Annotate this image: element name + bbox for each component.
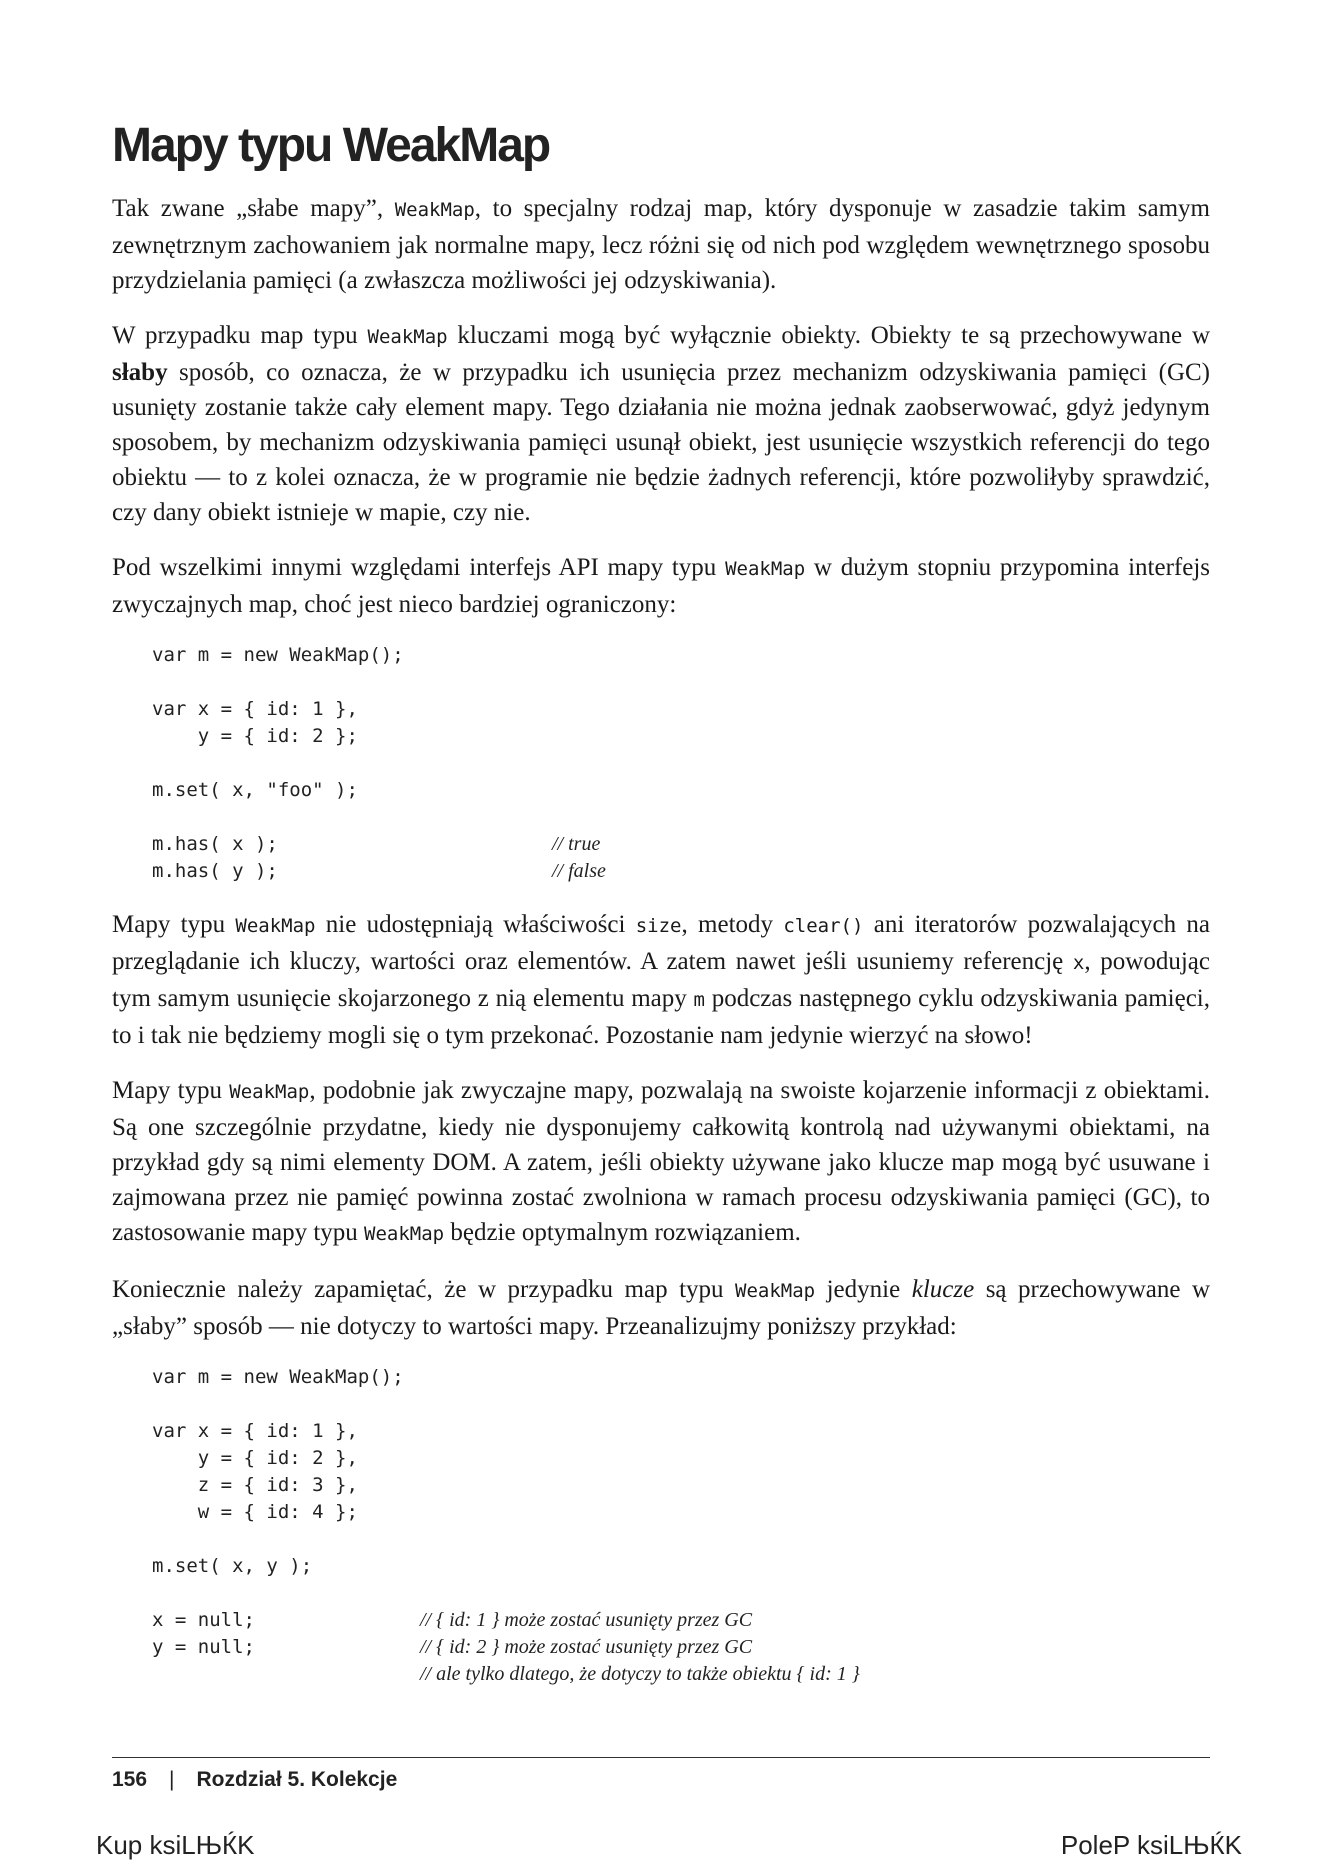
code-comment: // { id: 1 } może zostać usunięty przez GC (420, 1609, 753, 1631)
footer-separator: | (169, 1768, 175, 1791)
text: , powodując tym samym usunięcie skojarzonego z nią elementu mapy (112, 948, 1210, 1012)
footer-divider (112, 1757, 1210, 1758)
text: kluczami mogą być wyłącznie obiekty. Obiekty te są przechowywane w (447, 322, 1211, 349)
inline-code: size (635, 915, 682, 937)
section-title: Mapy typu WeakMap (112, 119, 550, 172)
code-line: y = { id: 2 }; (152, 725, 358, 747)
inline-code: WeakMap (235, 915, 316, 937)
text: W przypadku map typu (112, 322, 368, 349)
text: sposób, co oznacza, że w przypadku ich usunięcia przez mechanizm odzyskiwania pamięci (GC) usunięty zostanie także cały element mapy. Tego działania nie można jednak zaobserwować, gdyż jedynym sposobem, by mechanizm odzyskiwania pamięci usunął obiekt, jest usunięcie wszystkich referencji do tego obiektu — to z kolei oznacza, że w programie nie będzie żadnych referencji, które pozwoliłyby sprawdzić, czy dany obiekt istnieje w mapie, czy nie. (112, 359, 1210, 526)
page-content (112, 118, 1210, 1710)
code-line: z = { id: 3 }, (152, 1474, 358, 1496)
bold-text: słaby (112, 359, 168, 386)
text: Pod wszelkimi innymi względami interfejs API mapy typu (112, 554, 726, 581)
chapter-title: Rozdział 5. Kolekcje (196, 1768, 398, 1791)
inline-code: m (693, 989, 705, 1011)
code-comment: // false (552, 860, 606, 882)
text: są przechowywane w „słaby” sposób — nie dotyczy to wartości mapy. Przeanalizujmy poniższy przykład: (112, 1276, 1210, 1340)
code-line: x = null; (152, 1609, 255, 1631)
inline-code: WeakMap (229, 1081, 310, 1103)
text: Tak zwane „słabe mapy”, (112, 195, 395, 222)
inline-code: x (1072, 952, 1085, 974)
code-line: var m = new WeakMap(); (152, 644, 404, 666)
code-comment: // true (552, 833, 601, 855)
inline-code: WeakMap (367, 326, 448, 348)
paragraph-3 (112, 550, 1210, 622)
text: jedynie (815, 1276, 912, 1303)
paragraph-5 (112, 1073, 1210, 1252)
text: Mapy typu (112, 1077, 230, 1104)
inline-code: WeakMap (394, 199, 475, 221)
buy-book-link[interactable]: Kup ksiLЊЌK (96, 1830, 255, 1860)
code-line: var x = { id: 1 }, (152, 698, 358, 720)
text: będzie optymalnym rozwiązaniem. (444, 1219, 801, 1246)
text: , metody (681, 911, 784, 938)
code-line: m.has( x ); (152, 833, 278, 855)
paragraph-2 (112, 318, 1210, 530)
inline-code: WeakMap (364, 1223, 445, 1245)
text: , to specjalny rodzaj map, który dysponuje w zasadzie takim samym zewnętrznym zachowaniem jak normalne mapy, lecz różni się od nich pod względem wewnętrznego sposobu przydzielania pamięci (a zwłaszcza możliwości jej odzyskiwania). (112, 195, 1210, 294)
paragraph-4 (112, 907, 1210, 1053)
text: podczas następnego cyklu odzyskiwania pamięci, to i tak nie będziemy mogli się o tym przekonać. Pozostanie nam jedynie wierzyć na słowo! (112, 985, 1210, 1049)
code-line: m.set( x, y ); (152, 1555, 313, 1577)
inline-code: WeakMap (725, 558, 806, 580)
text: Koniecznie należy zapamiętać, że w przypadku map typu (112, 1276, 736, 1303)
text: nie udostępniają właściwości (315, 911, 636, 938)
recommend-book-link[interactable]: PoleP ksiLЊЌK (1060, 1830, 1242, 1860)
code-block-2 (152, 1364, 1210, 1688)
code-comment: // { id: 2 } może zostać usunięty przez GC (420, 1636, 753, 1658)
page-number: 156 (112, 1768, 148, 1791)
code-line: m.set( x, "foo" ); (152, 779, 358, 801)
code-line: var x = { id: 1 }, (152, 1420, 358, 1442)
paragraph-1 (112, 191, 1210, 298)
text: ani iteratorów pozwalających na przeglądanie ich kluczy, wartości oraz elementów. A zatem nawet jeśli usuniemy referencję (112, 911, 1210, 975)
inline-code: WeakMap (735, 1280, 816, 1302)
code-comment: // ale tylko dlatego, że dotyczy to także obiektu { id: 1 } (420, 1663, 860, 1685)
code-block-1 (152, 642, 1210, 885)
italic-text: klucze (911, 1276, 975, 1303)
page-footer (112, 1768, 397, 1792)
inline-code: clear() (783, 915, 864, 937)
paragraph-6 (112, 1272, 1210, 1344)
code-line: m.has( y ); (152, 860, 278, 882)
text: Mapy typu (112, 911, 236, 938)
text: w dużym stopniu przypomina interfejs zwyczajnych map, choć jest nieco bardziej ograniczony: (112, 554, 1210, 618)
code-line: var m = new WeakMap(); (152, 1366, 404, 1388)
code-line: y = null; (152, 1636, 255, 1658)
code-line: y = { id: 2 }, (152, 1447, 358, 1469)
code-line: w = { id: 4 }; (152, 1501, 358, 1523)
text: , podobnie jak zwyczajne mapy, pozwalają na swoiste kojarzenie informacji z obiektami. Są one szczególnie przydatne, kiedy nie dysponujemy całkowitą kontrolą nad używanymi obiektami, na przykład gdy są nimi elementy DOM. A zatem, jeśli obiekty używane jako klucze map mogą być usuwane i zajmowana przez nie pamięć powinna zostać zwolniona w ramach procesu odzyskiwania pamięci (GC), to zastosowanie mapy typu (112, 1077, 1210, 1246)
